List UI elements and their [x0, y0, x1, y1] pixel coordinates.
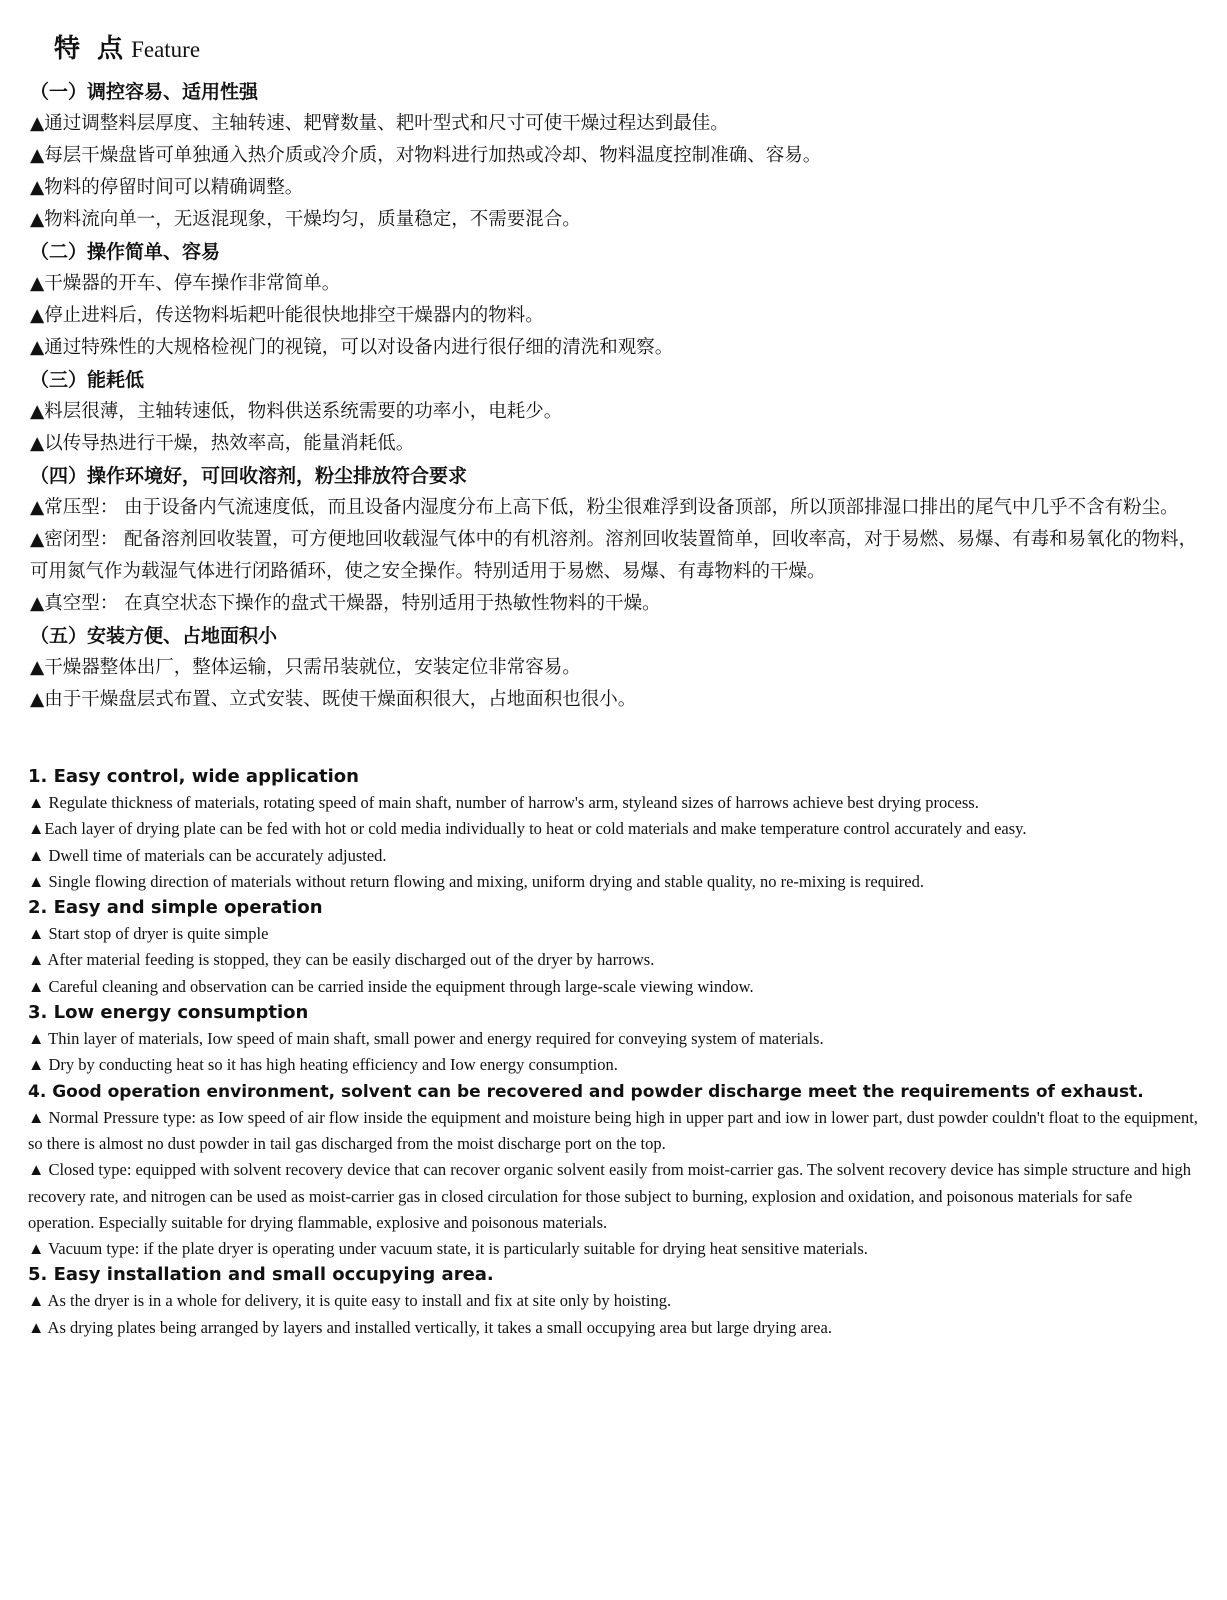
cn-section-heading: （二）操作简单、容易	[30, 241, 221, 263]
cn-section-3	[30, 364, 1198, 460]
en-feature-item: ▲ After material feeding is stopped, they can be easily discharged out of the dryer by harrows.	[28, 950, 655, 970]
cn-feature-item: ▲通过特殊性的大规格检视门的视镜，可以对设备内进行很仔细的清洗和观察。	[30, 337, 674, 358]
page-title-cn: 特 点	[54, 34, 128, 64]
en-feature-item: ▲ As the dryer is in a whole for delivery, it is quite easy to install and fix at site only by hoisting.	[28, 1291, 672, 1311]
en-section-heading: 2. Easy and simple operation	[28, 897, 323, 919]
en-section-heading: 5. Easy installation and small occupying area.	[28, 1264, 494, 1286]
chinese-features	[30, 76, 1198, 716]
cn-feature-item: ▲由于干燥盘层式布置、立式安装、既使干燥面积很大，占地面积也很小。	[30, 689, 637, 710]
en-section-5	[28, 1262, 1200, 1341]
cn-feature-item: ▲常压型： 由于设备内气流速度低，而且设备内湿度分布上高下低，粉尘很难浮到设备顶部，所以顶部排湿口排出的尾气中几乎不含有粉尘。	[30, 497, 1179, 518]
en-section-1	[28, 764, 1200, 895]
cn-feature-item: ▲停止进料后，传送物料垢耙叶能很快地排空干燥器内的物料。	[30, 305, 544, 326]
en-feature-item: ▲ Start stop of dryer is quite simple	[28, 924, 269, 944]
cn-section-5	[30, 620, 1198, 716]
page-title-en: Feature	[131, 37, 201, 62]
cn-section-4	[30, 460, 1198, 620]
en-feature-item: ▲ Closed type: equipped with solvent recovery device that can recover organic solvent easily from moist-carrier gas. The solvent recovery device has simple structure and high recovery rate, and nitrogen can be used as moist-carrier gas in closed circulation for those subject to burning, explosion and oxidation, and poisonous materials for safe operation. Especially suitable for drying flammable, explosive and poisonous materials.	[28, 1160, 1192, 1232]
cn-section-heading: （三）能耗低	[30, 369, 145, 391]
cn-feature-item: ▲物料的停留时间可以精确调整。	[30, 177, 304, 198]
english-features	[28, 764, 1200, 1341]
en-section-2	[28, 895, 1200, 1000]
en-feature-item: ▲ Regulate thickness of materials, rotating speed of main shaft, number of harrow's arm, styleand sizes of harrows achieve best drying process.	[28, 793, 979, 812]
en-feature-item: ▲ Careful cleaning and observation can be carried inside the equipment through large-scale viewing window.	[28, 976, 754, 996]
en-feature-item: ▲ Dry by conducting heat so it has high heating efficiency and Iow energy consumption.	[28, 1055, 618, 1075]
en-feature-item: ▲ Dwell time of materials can be accurately adjusted.	[28, 845, 387, 865]
en-feature-item: ▲ Single flowing direction of materials without return flowing and mixing, uniform drying and stable quality, no re-mixing is required.	[28, 871, 925, 891]
en-feature-item: ▲Each layer of drying plate can be fed with hot or cold media individually to heat or cold materials and make temperature control accurately and easy.	[28, 819, 1027, 839]
cn-feature-item: ▲密闭型： 配备溶剂回收装置，可方便地回收载湿气体中的有机溶剂。溶剂回收装置简单，回收率高，对于易燃、易爆、有毒和易氧化的物料，可用氮气作为载湿气体进行闭路循环，使之安全操作。特别适用于易燃、易爆、有毒物料的干燥。	[30, 529, 1198, 582]
cn-section-heading: （五）安装方便、占地面积小	[30, 625, 278, 647]
en-section-heading: 4. Good operation environment, solvent can be recovered and powder discharge meet the requirements of exhaust.	[28, 1081, 1144, 1102]
cn-section-1	[30, 76, 1198, 236]
en-feature-item: ▲ Thin layer of materials, Iow speed of main shaft, small power and energy required for conveying system of materials.	[28, 1029, 824, 1049]
en-section-heading: 1. Easy control, wide application	[28, 766, 359, 787]
cn-feature-item: ▲物料流向单一，无返混现象，干燥均匀，质量稳定，不需要混合。	[30, 209, 581, 230]
cn-feature-item: ▲料层很薄，主轴转速低，物料供送系统需要的功率小，电耗少。	[30, 401, 563, 422]
en-feature-item: ▲ Vacuum type: if the plate dryer is operating under vacuum state, it is particularly suitable for drying heat sensitive materials.	[28, 1239, 868, 1259]
en-section-4	[28, 1079, 1200, 1263]
page-title	[54, 28, 200, 65]
en-section-3	[28, 1000, 1200, 1079]
cn-feature-item: ▲干燥器整体出厂，整体运输，只需吊装就位，安装定位非常容易。	[30, 657, 581, 678]
cn-section-heading: （一）调控容易、适用性强	[30, 81, 259, 103]
en-feature-item: ▲ Normal Pressure type: as Iow speed of air flow inside the equipment and moisture being high in upper part and iow in lower part, dust powder couldn't float to the equipment, so there is almost no dust powder in tail gas discharged from the moist discharge port on the top.	[28, 1107, 1198, 1153]
cn-feature-item: ▲每层干燥盘皆可单独通入热介质或冷介质，对物料进行加热或冷却、物料温度控制准确、容易。	[30, 145, 822, 166]
en-feature-item: ▲ As drying plates being arranged by layers and installed vertically, it takes a small occupying area but large drying area.	[28, 1317, 832, 1337]
cn-feature-item: ▲以传导热进行干燥，热效率高，能量消耗低。	[30, 433, 415, 454]
cn-section-heading: （四）操作环境好，可回收溶剂，粉尘排放符合要求	[30, 465, 468, 487]
cn-feature-item: ▲真空型： 在真空状态下操作的盘式干燥器，特别适用于热敏性物料的干燥。	[30, 593, 661, 614]
cn-feature-item: ▲通过调整料层厚度、主轴转速、耙臂数量、耙叶型式和尺寸可使干燥过程达到最佳。	[30, 113, 729, 134]
en-section-heading: 3. Low energy consumption	[28, 1002, 309, 1024]
cn-feature-item: ▲干燥器的开车、停车操作非常简单。	[30, 273, 341, 294]
cn-section-2	[30, 236, 1198, 364]
